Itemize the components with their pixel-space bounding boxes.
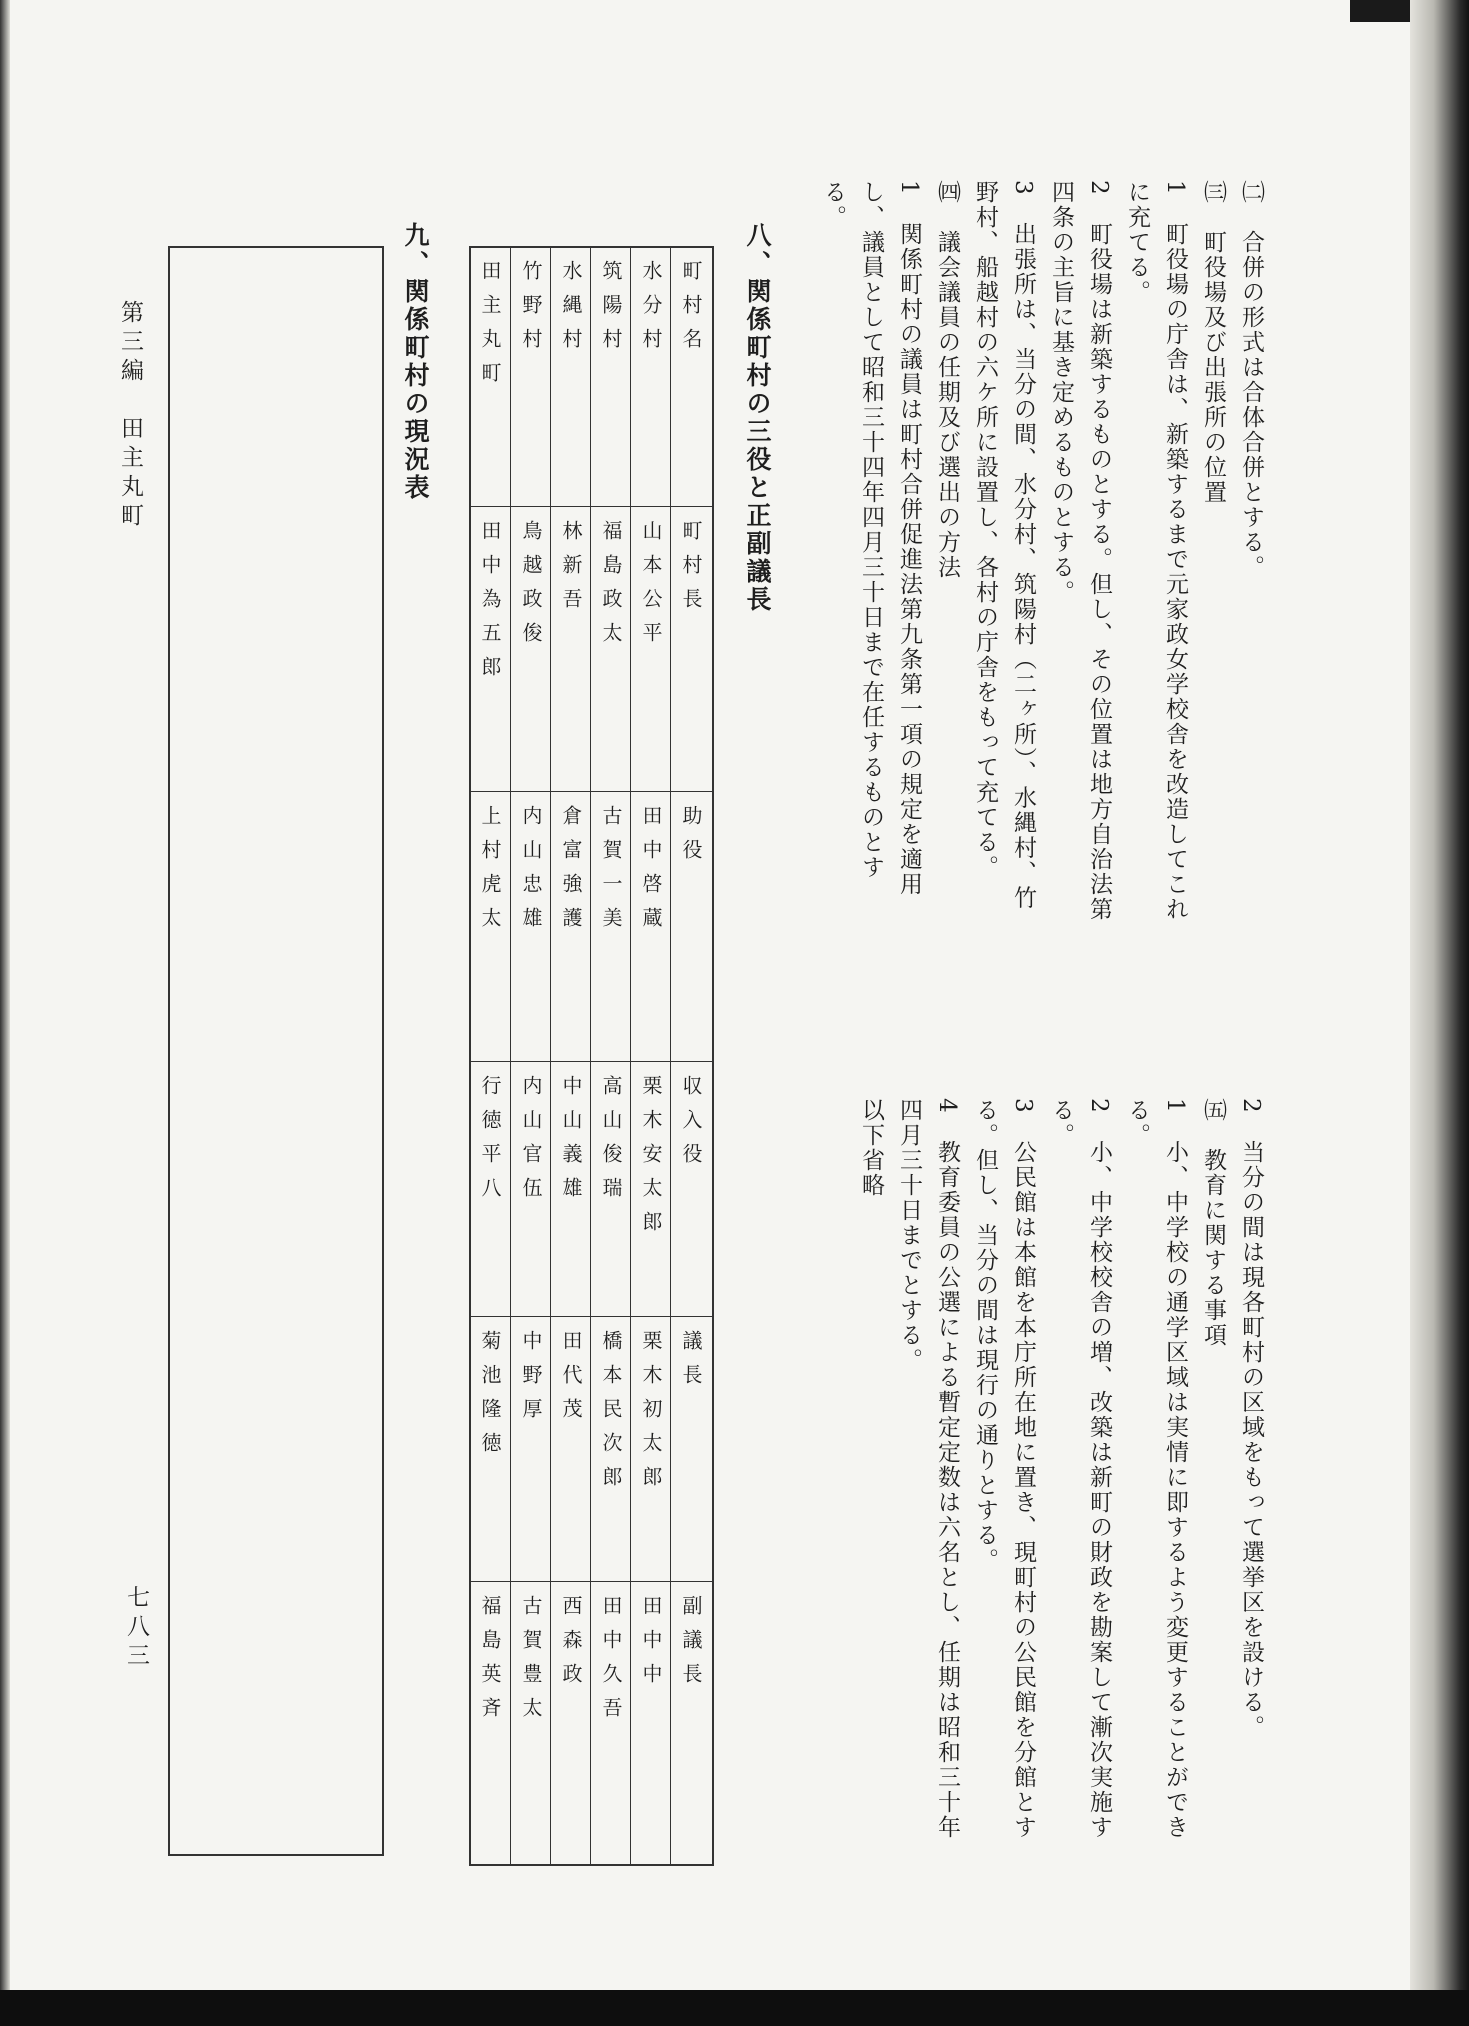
- officials-cell: 田中久吾: [599, 1595, 623, 1731]
- officials-cell: 田主丸町: [478, 260, 502, 396]
- text-line: 2 当分の間は現各町村の区域をもって選挙区を設ける。: [1238, 1098, 1264, 1740]
- text-line: ㈣ 議会議員の任期及び選出の方法: [934, 180, 960, 580]
- text-line: に充てる。: [1124, 180, 1150, 305]
- officials-cell: 田中中: [639, 1595, 663, 1697]
- officials-header-1: 町村長: [679, 520, 703, 622]
- text-line: 2 町役場は新築するものとする。但し、その位置は地方自治法第: [1086, 180, 1112, 922]
- text-line: 四条の主旨に基き定めるものとする。: [1048, 180, 1074, 605]
- text-line: 1 小、中学校の通学区域は実情に即するよう変更することができ: [1162, 1098, 1188, 1840]
- officials-cell: 栗木初太郎: [639, 1330, 663, 1500]
- officials-cell: 田中啓蔵: [639, 805, 663, 941]
- officials-cell: 竹野村: [519, 260, 543, 362]
- officials-cell: 田中為五郎: [478, 520, 502, 690]
- officials-cell: 西森政: [559, 1595, 583, 1697]
- officials-cell: 中野厚: [519, 1330, 543, 1432]
- text-line: る。: [820, 180, 846, 230]
- text-line: 1 関係町村の議員は町村合併促進法第九条第一項の規定を適用: [896, 180, 922, 897]
- officials-cell: 田代茂: [559, 1330, 583, 1432]
- officials-cell: 林新吾: [559, 520, 583, 622]
- footer-book-title: 第三編 田主丸町: [117, 300, 143, 532]
- text-line: し、議員として昭和三十四年四月三十日まで在任するものとす: [858, 180, 884, 880]
- officials-cell: 古賀豊太: [519, 1595, 543, 1731]
- section-8-heading: 八、関係町村の三役と正副議長: [743, 222, 772, 614]
- officials-cell: 高山俊瑞: [599, 1075, 623, 1211]
- officials-table: [469, 246, 714, 1866]
- officials-cell: 福島英斉: [478, 1595, 502, 1731]
- scan-edge-bottom: [0, 1990, 1469, 2026]
- officials-cell: 筑陽村: [599, 260, 623, 362]
- text-line: 3 公民館は本館を本庁所在地に置き、現町村の公民館を分館とす: [1010, 1098, 1036, 1840]
- officials-header-4: 議長: [679, 1330, 703, 1398]
- text-line: る。但し、当分の間は現行の通りとする。: [972, 1098, 998, 1573]
- officials-header-5: 副議長: [679, 1595, 703, 1697]
- text-line: 2 小、中学校校舎の増、改築は新町の財政を勘案して漸次実施す: [1086, 1098, 1112, 1840]
- text-line: 四月三十日までとする。: [896, 1098, 922, 1373]
- text-line: 4 教育委員の公選による暫定定数は六名とし、任期は昭和三十年: [934, 1098, 960, 1840]
- text-line: る。: [1124, 1098, 1150, 1148]
- officials-cell: 内山忠雄: [519, 805, 543, 941]
- officials-cell: 鳥越政俊: [519, 520, 543, 656]
- text-line: ㈡ 合併の形式は合体合併とする。: [1238, 180, 1264, 580]
- officials-cell: 山本公平: [639, 520, 663, 656]
- text-line: ㈢ 町役場及び出張所の位置: [1200, 180, 1226, 505]
- scan-edge-left: [0, 0, 10, 2026]
- officials-cell: 水分村: [639, 260, 663, 362]
- officials-cell: 内山官伍: [519, 1075, 543, 1211]
- officials-cell: 倉富強護: [559, 805, 583, 941]
- officials-cell: 古賀一美: [599, 805, 623, 941]
- officials-header-2: 助役: [679, 805, 703, 873]
- officials-cell: 菊池隆徳: [478, 1330, 502, 1466]
- officials-cell: 上村虎太: [478, 805, 502, 941]
- page-number: 七八三: [123, 1585, 149, 1672]
- text-line: 1 町役場の庁舎は、新築するまで元家政女学校舎を改造してこれ: [1162, 180, 1188, 922]
- officials-header-3: 収入役: [679, 1075, 703, 1177]
- officials-cell: 福島政太: [599, 520, 623, 656]
- text-line: 以下省略: [858, 1098, 884, 1198]
- officials-cell: 栗木安太郎: [639, 1075, 663, 1245]
- officials-cell: 橋本民次郎: [599, 1330, 623, 1500]
- population-table: [168, 246, 384, 1856]
- section-9-heading: 九、関係町村の現況表: [401, 222, 430, 502]
- scan-edge-top: [1350, 0, 1410, 22]
- scan-edge-right: [1410, 0, 1469, 2026]
- officials-cell: 水縄村: [559, 260, 583, 362]
- officials-cell: 行徳平八: [478, 1075, 502, 1211]
- text-line: ㈤ 教育に関する事項: [1200, 1098, 1226, 1348]
- text-line: る。: [1048, 1098, 1074, 1148]
- officials-header-0: 町村名: [679, 260, 703, 362]
- text-line: 野村、船越村の六ケ所に設置し、各村の庁舎をもって充てる。: [972, 180, 998, 880]
- text-line: 3 出張所は、当分の間、水分村、筑陽村（二ヶ所）、水縄村、竹: [1010, 180, 1036, 911]
- officials-cell: 中山義雄: [559, 1075, 583, 1211]
